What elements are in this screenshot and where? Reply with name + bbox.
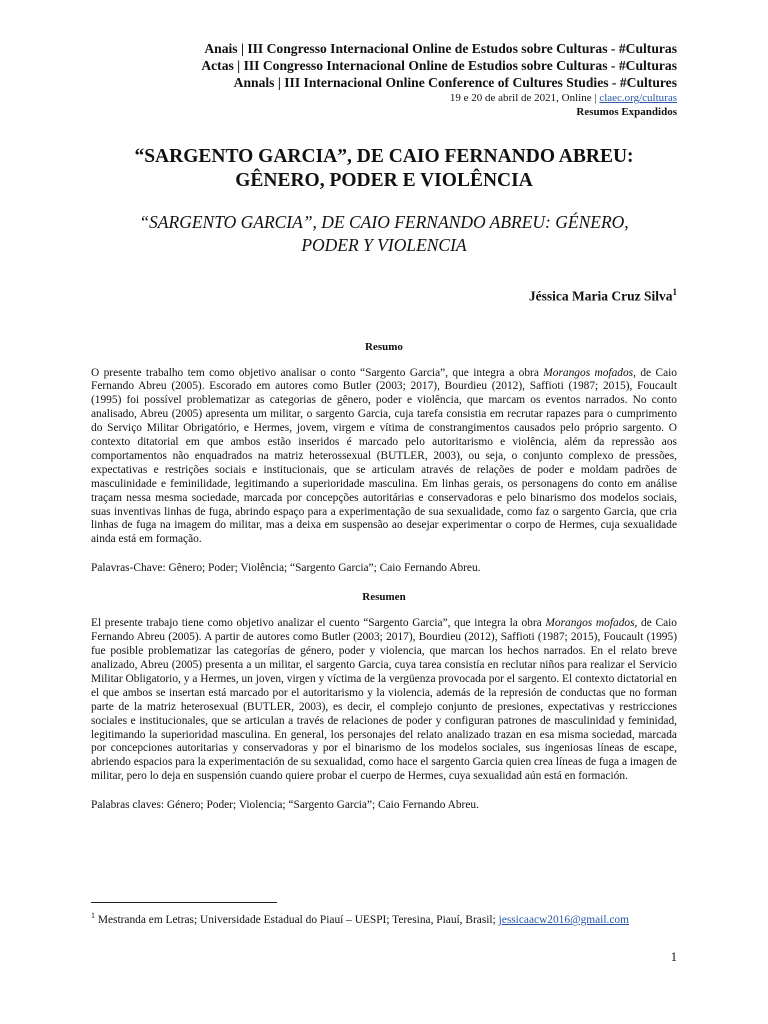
footnote-rule <box>91 902 277 903</box>
resumen-keywords: Palabras claves: Género; Poder; Violencia; “Sargento Garcia”; Caio Fernando Abreu. <box>91 799 479 812</box>
header-section: Resumos Expandidos <box>576 106 677 118</box>
resumo-heading: Resumo <box>365 340 403 353</box>
paper-subtitle: “SARGENTO GARCIA”, DE CAIO FERNANDO ABREU: GÉNERO, PODER Y VIOLENCIA <box>139 212 629 255</box>
paper-page <box>91 40 677 812</box>
resumo-text-end: , de Caio Fernando Abreu (2005). Escorado em autores como Butler (2003; 2017), Bourdieu (2012), Saffioti (1987; 2015), Foucault (1995) foi possível problematizar as categorias de gênero, poder e violência, que marcam os eventos narrados. No conto analisado, Abreu (2005) apresenta um militar, o sargento Garcia, cuja tarefa consistia em recrutar rapazes para o cumprimento do Serviço Militar Obrigatório, e Hermes, jovem, virgem e vítima de constrangimentos causados pelo próprio sargento. O contexto ditatorial em que ambos estão inseridos é marcado pelo autoritarismo e violência, além da repressão aos comportamentos não enquadrados na matriz heterossexual (BUTLER, 2003), ou seja, o conjunto complexo de pressões, expectativas e restrições sociais e institucionais, que se articulam através de relações de poder e moldam padrões de masculinidade e feminilidade, legitimando a superioridade masculina. Em linhas gerais, os personagens do conto em análise traçam nessa mesma sociedade, marcada por concepções autoritárias e conservadoras e pelo binarismo dos modelos sociais, suas inventivas linhas de fuga, abrindo espaço para a experimentação de sua sexualidade, como faz o sargento Garcia, que cria linhas de fuga na imagem do militar, mas a deixa em suspensão ao desejar experimentar o corpo de Hermes, cuja sexualidade ainda está em formação. <box>91 366 677 546</box>
author-footnote-mark[interactable]: 1 <box>672 287 677 297</box>
resumen-heading: Resumen <box>362 591 406 604</box>
author-name: Jéssica Maria Cruz Silva <box>528 288 673 304</box>
resumen-book-title: Morangos mofados <box>545 617 635 630</box>
header-date-text: 19 e 20 de abril de 2021, Online | <box>449 92 600 104</box>
header-line-es: Actas | III Congresso Internacional Online de Estudios sobre Culturas - #Culturas <box>201 58 677 73</box>
footnote <box>91 909 677 927</box>
paper-title: “SARGENTO GARCIA”, DE CAIO FERNANDO ABREU: GÊNERO, PODER E VIOLÊNCIA <box>134 146 634 191</box>
author-line <box>91 287 677 305</box>
resumen-paragraph <box>91 617 677 784</box>
header-line-pt: Anais | III Congresso Internacional Online de Estudos sobre Culturas - #Culturas <box>204 41 677 56</box>
resumo-text-start: O presente trabalho tem como objetivo analisar o conto “Sargento Garcia”, que integra a obra <box>91 366 544 379</box>
footnote-text: Mestranda em Letras; Universidade Estadual do Piauí – UESPI; Teresina, Piauí, Brasil; <box>95 913 499 926</box>
resumen-text-end: , de Caio Fernando Abreu (2005). A partir de autores como Butler (2003; 2017), Bourdieu (2012), Saffioti (1987; 2015), Foucault (1995) fue posible problematizar las categorías de género, poder y violencia, que marcan los hechos narrados. En el relato breve analizado, Abreu (2005) presenta a un militar, el sargento Garcia, cuya tarea consistía en reclutar niños para realizar el Servicio Militar Obligatorio, y a Hermes, un joven, virgen y víctima de la vergüenza provocada por el sargento. El contexto dictatorial en el que ambos se insertan está marcado por el autoritarismo y la violencia, además de la represión de conductas que no forman parte de la matriz heterosexual (BUTLER, 2003), es decir, el complejo conjunto de presiones, expectativas y restricciones sociales e institucionales, que se articulan a través de relaciones de poder y configuran patrones de masculinidad y feminidad, legitimando la superioridad masculina. En general, los personajes del relato analizado trazan en esa misma sociedad, marcada por concepciones autoritarias y conservadoras y por el binarismo de los modelos sociales, sus ingeniosas líneas de escape, abriendo espacios para la experimentación de su sexualidad, como hace el sargento Garcia quien crea líneas de fuga a imagen de militar, pero lo deja en suspensión cuando quiere probar el cuerpo de Hermes, cuya sexualidad aún está en formación. <box>91 617 678 783</box>
resumo-keywords: Palavras-Chave: Gênero; Poder; Violência; “Sargento Garcia”; Caio Fernando Abreu. <box>91 562 481 575</box>
header-line-en: Annals | III Internacional Online Conference of Cultures Studies - #Cultures <box>233 75 677 90</box>
resumen-text-start: El presente trabajo tiene como objetivo analizar el cuento “Sargento Garcia”, que integra la obra <box>91 617 546 630</box>
author-email-link[interactable]: jessicaacw2016@gmail.com <box>498 913 629 926</box>
conference-header <box>91 40 677 119</box>
header-date <box>91 92 677 105</box>
resumo-book-title: Morangos mofados <box>543 366 634 379</box>
footnote-mark: 1 <box>91 911 95 920</box>
resumo-paragraph <box>91 367 677 548</box>
page-number: 1 <box>670 950 677 964</box>
conference-link[interactable]: claec.org/culturas <box>599 92 677 104</box>
